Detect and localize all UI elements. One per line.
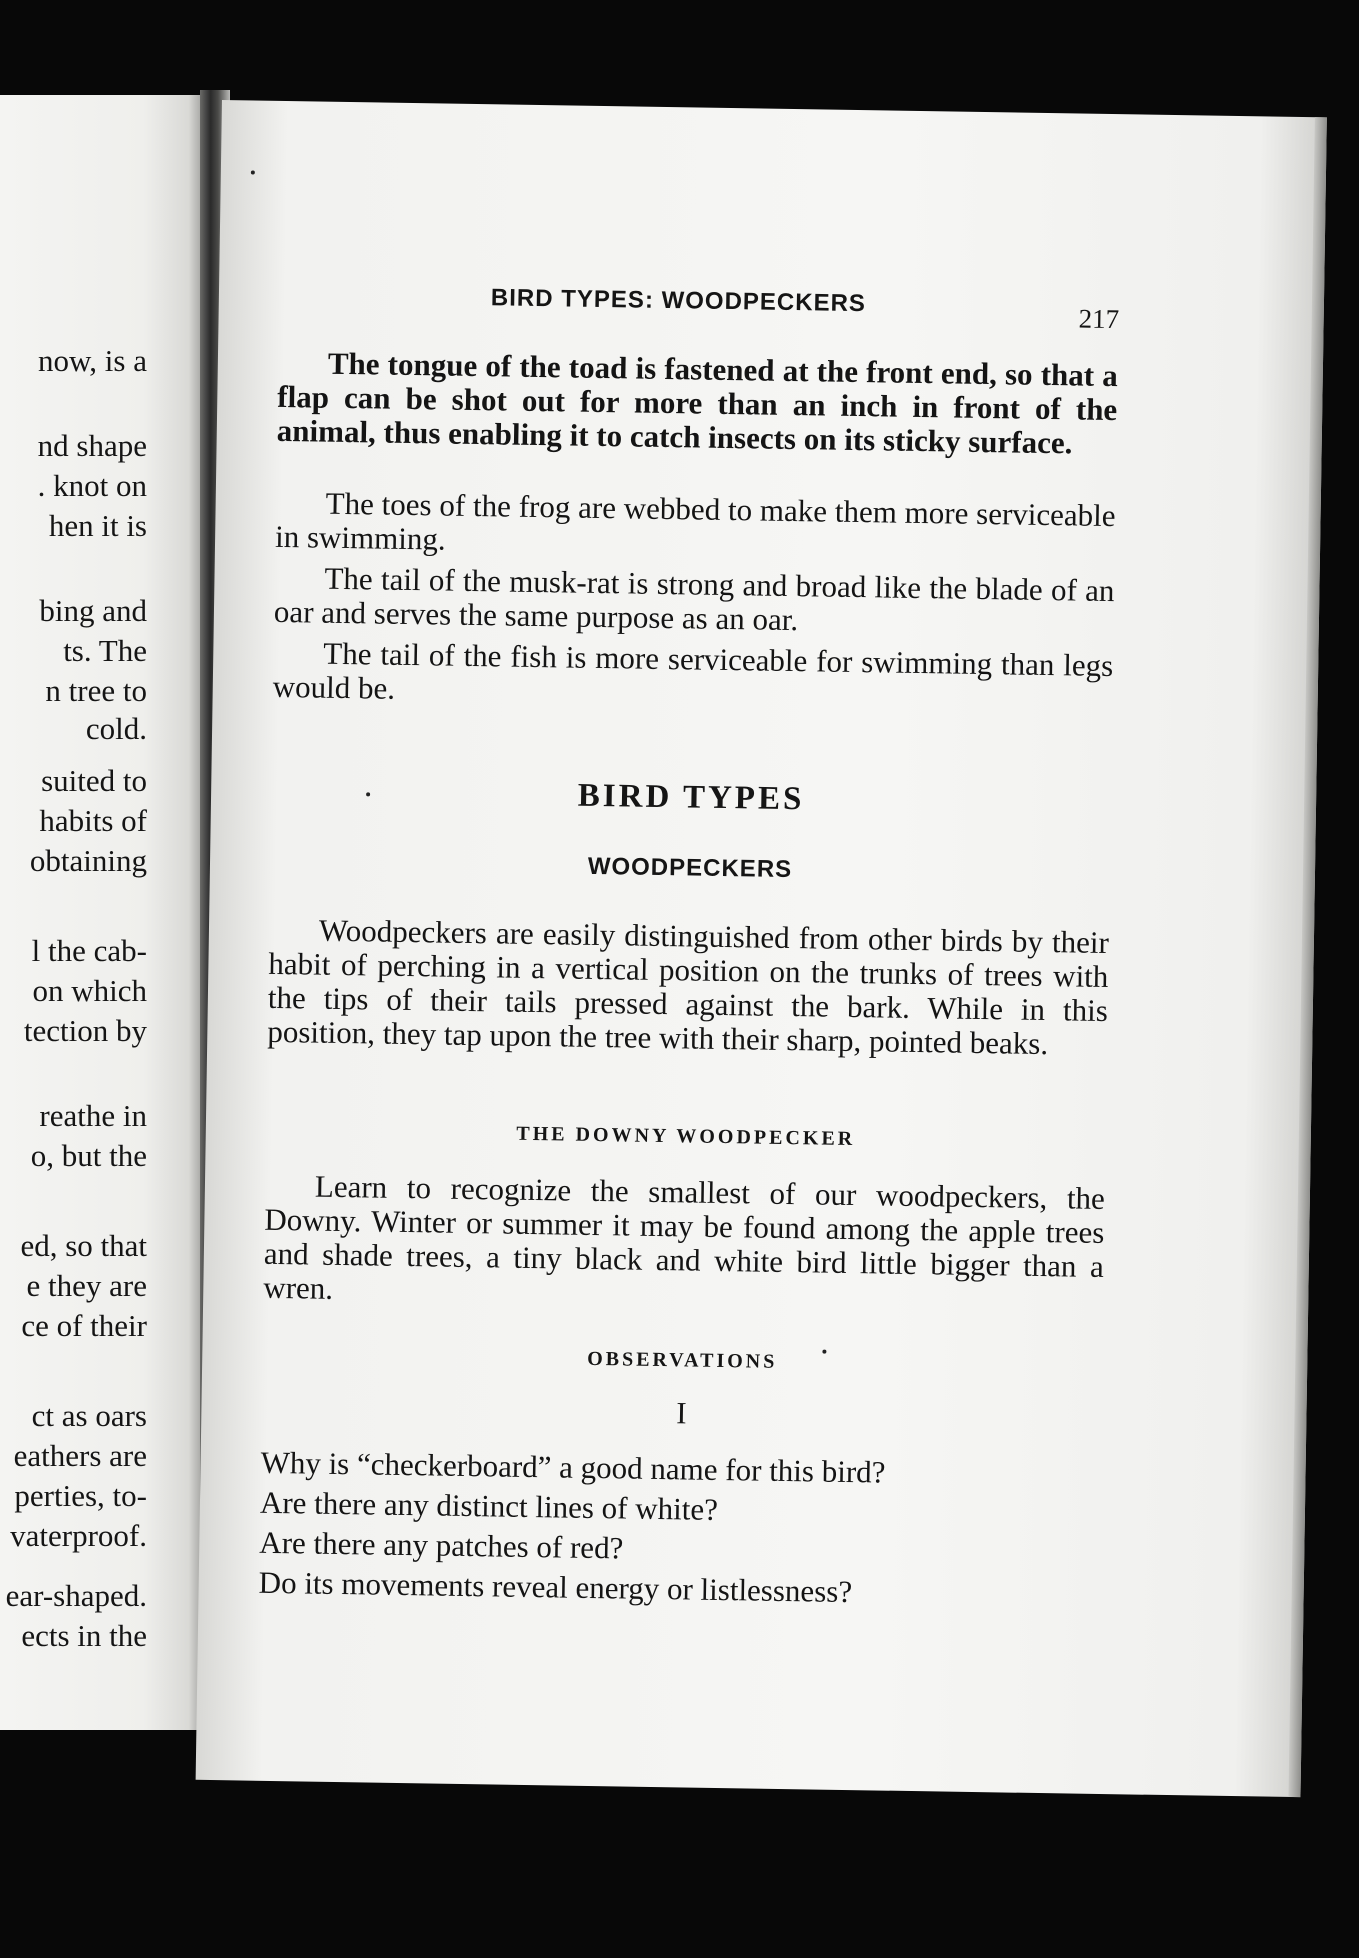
question-item: Do its movements reveal energy or listlessness? xyxy=(258,1564,853,1610)
question-item: Why is “checkerboard” a good name for this bird? xyxy=(260,1444,886,1490)
running-head: BIRD TYPES: WOODPECKERS xyxy=(490,284,867,318)
left-page-line: l the cab- xyxy=(31,933,147,968)
left-page-line: ects in the xyxy=(21,1618,147,1653)
left-page-line: nd shape xyxy=(37,428,147,463)
paragraph-musk-rat: The tail of the musk-rat is strong and broad like the blade of an oar and serves the same purpose as an oar. xyxy=(273,560,1115,638)
left-page-line: suited to xyxy=(41,763,147,798)
book-page xyxy=(196,100,1327,1797)
left-facing-page xyxy=(0,95,205,1730)
left-page-line: cold. xyxy=(85,711,147,746)
paragraph-frog: The toes of the frog are webbed to make them more serviceable in swimming. xyxy=(274,485,1116,557)
downy-heading: THE DOWNY WOODPECKER xyxy=(516,1122,856,1151)
left-page-line: ed, so that xyxy=(20,1228,147,1263)
left-page-line: o, but the xyxy=(30,1138,147,1173)
left-page-line: vaterproof. xyxy=(10,1518,147,1553)
left-page-line: bing and xyxy=(39,593,147,628)
left-page-line: habits of xyxy=(39,803,147,838)
scan-speck xyxy=(366,792,370,796)
page-number: 217 xyxy=(1078,303,1120,335)
left-page-line: hen it is xyxy=(48,508,147,543)
scan-speck xyxy=(822,1350,826,1354)
left-page-line: n tree to xyxy=(45,673,147,708)
paragraph-downy: Learn to recognize the smallest of our woodpeckers, the Downy. Winter or summer it may be found among the apple trees and shade trees, a tiny black and white bird little bigger than a wren. xyxy=(263,1168,1106,1306)
left-page-line: reathe in xyxy=(39,1098,147,1133)
subsection-title: WOODPECKERS xyxy=(587,852,793,884)
scan-speck xyxy=(251,170,255,174)
left-page-line: ts. The xyxy=(63,633,147,668)
left-page-line: now, is a xyxy=(37,343,147,378)
observations-number: I xyxy=(675,1395,687,1431)
paragraph-toad: The tongue of the toad is fastened at the front end, so that a flap can be shot out for more than an inch in front of the animal, thus enabling it to catch insects on its sticky surface. xyxy=(276,345,1119,461)
left-page-line: . knot on xyxy=(37,468,147,503)
question-item: Are there any patches of red? xyxy=(259,1524,624,1566)
paragraph-woodpeckers: Woodpeckers are easily distinguished from other birds by their habit of perching in a vertical position on the trunks of trees with the tips of their tails pressed against the bark. While in this position, they tap upon the tree with their sharp, pointed beaks. xyxy=(267,912,1110,1062)
left-page-line: ear-shaped. xyxy=(5,1578,147,1613)
section-title: BIRD TYPES xyxy=(577,777,805,818)
left-page-line: eathers are xyxy=(13,1438,147,1473)
question-item: Are there any distinct lines of white? xyxy=(259,1484,719,1527)
paragraph-fish: The tail of the fish is more serviceable for swimming than legs would be. xyxy=(272,635,1114,706)
left-page-line: tection by xyxy=(23,1013,147,1048)
left-page-line: perties, to- xyxy=(14,1478,147,1513)
left-page-line: on which xyxy=(32,973,147,1008)
left-page-line: ct as oars xyxy=(31,1398,147,1433)
left-page-line: obtaining xyxy=(29,843,147,878)
observations-heading: OBSERVATIONS xyxy=(587,1347,778,1373)
left-page-line: e they are xyxy=(26,1268,147,1303)
left-page-line: ce of their xyxy=(21,1308,147,1343)
